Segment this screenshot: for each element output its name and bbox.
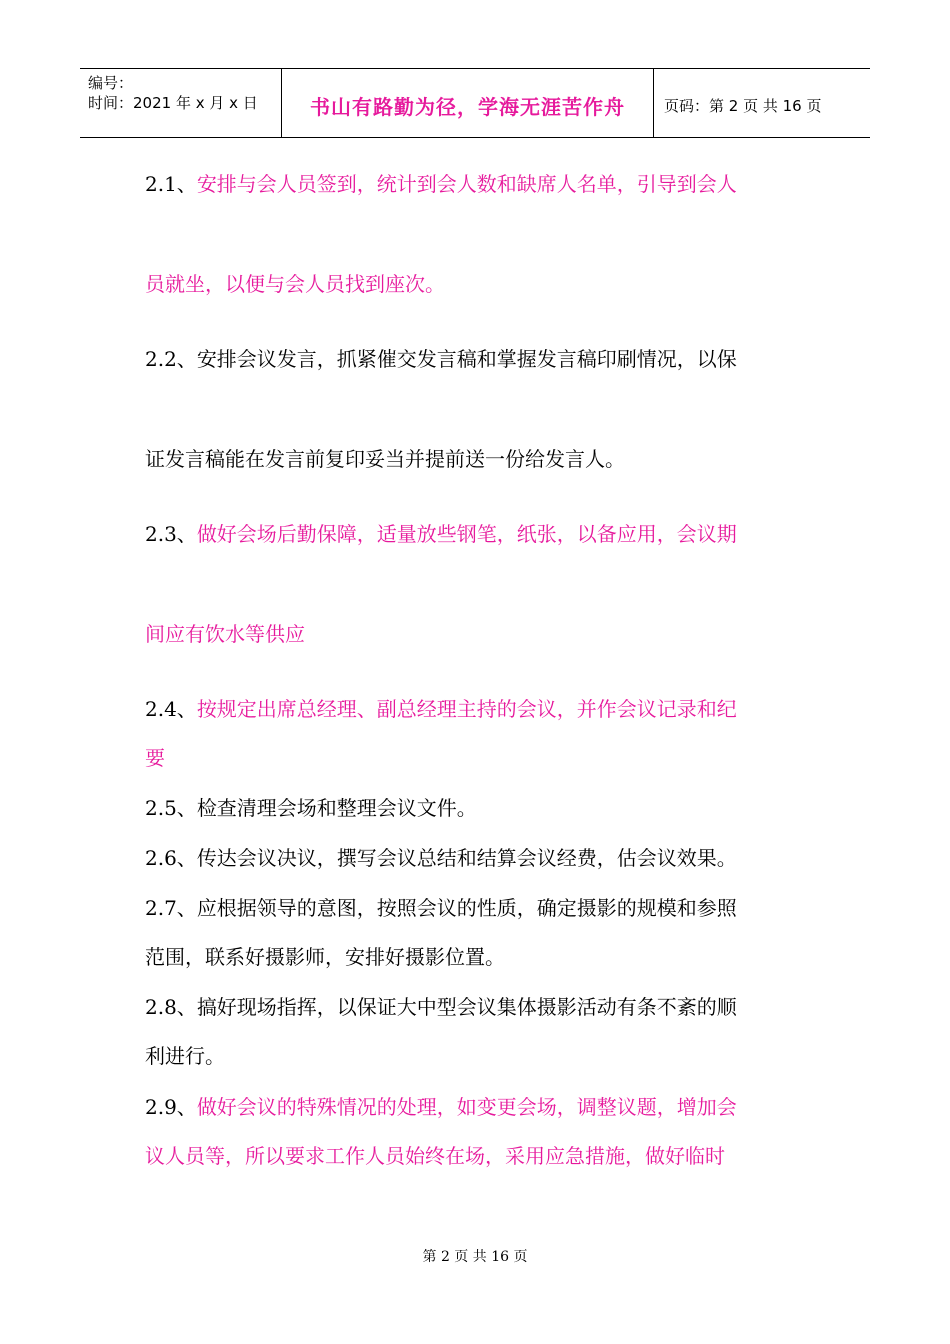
page-info: 页码：第 2 页 共 16 页 xyxy=(664,96,822,115)
item-2-5-line-1: 2.5、检查清理会场和整理会议文件。 xyxy=(145,796,477,820)
item-2-8-line-1: 2.8、搞好现场指挥，以保证大中型会议集体摄影活动有条不紊的顺 xyxy=(145,995,737,1019)
item-2-7-line-1: 2.7、应根据领导的意图，按照会议的性质，确定摄影的规模和参照 xyxy=(145,896,737,920)
item-2-9-line-1: 2.9、做好会议的特殊情况的处理，如变更会场，调整议题，增加会 xyxy=(145,1095,737,1119)
item-2-6-line-1: 2.6、传达会议决议，撰写会议总结和结算会议经费，估会议效果。 xyxy=(145,846,737,870)
item-2-4-line-2: 要 xyxy=(145,746,165,770)
item-2-1-line-1: 2.1、安排与会人员签到，统计到会人数和缺席人名单，引导到会人 xyxy=(145,172,737,196)
item-2-1-line-2: 员就坐，以便与会人员找到座次。 xyxy=(145,272,445,296)
header-meta xyxy=(80,69,281,137)
motto-text: 书山有路勤为径，学海无涯苦作舟 xyxy=(310,94,625,119)
item-2-9-line-2: 议人员等，所以要求工作人员始终在场，采用应急措施，做好临时 xyxy=(145,1144,725,1168)
item-2-7-line-2: 范围，联系好摄影师，安排好摄影位置。 xyxy=(145,945,505,969)
time-label: 时间：2021 年 x 月 x 日 xyxy=(88,94,258,112)
page-header xyxy=(80,68,870,138)
item-2-3-line-2: 间应有饮水等供应 xyxy=(145,622,305,646)
item-2-2-line-2: 证发言稿能在发言前复印妥当并提前送一份给发言人。 xyxy=(145,447,625,471)
serial-label: 编号： xyxy=(88,74,134,92)
item-2-4-line-1: 2.4、按规定出席总经理、副总经理主持的会议，并作会议记录和纪 xyxy=(145,697,737,721)
item-2-8-line-2: 利进行。 xyxy=(145,1044,225,1068)
page-footer: 第 2 页 共 16 页 xyxy=(422,1249,528,1265)
item-2-3-line-1: 2.3、做好会场后勤保障，适量放些钢笔，纸张，以备应用，会议期 xyxy=(145,522,737,546)
item-2-2-line-1: 2.2、安排会议发言，抓紧催交发言稿和掌握发言稿印刷情况，以保 xyxy=(145,347,737,371)
header-motto-cell xyxy=(281,69,654,137)
